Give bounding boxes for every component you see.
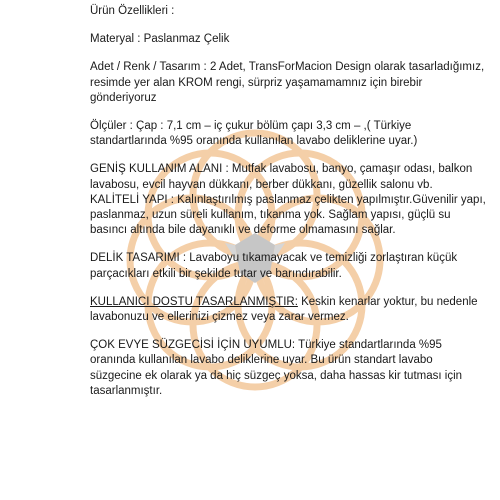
section-heading: Ürün Özellikleri : bbox=[90, 5, 175, 17]
user-paragraph bbox=[90, 295, 486, 325]
usage-paragraph bbox=[90, 162, 486, 192]
quality-label: KALİTELİ YAPI : bbox=[90, 193, 174, 206]
hole-paragraph bbox=[90, 251, 486, 281]
quality-paragraph bbox=[90, 193, 486, 239]
dimensions-line: Ölçüler : Çap : 7,1 cm – iç çukur bölüm çapı 3,3 cm – ,( Türkiye standartlarında %95 oranında kullanılan lavabo deliklerine uyar.) bbox=[90, 120, 418, 148]
quantity-line: Adet / Renk / Tasarım : 2 Adet, TransForMacion Design olarak tasarladığımız, resimde yer alan KROM rengi, sürpriz yaşamamamnız için birebir gönderiyoruz bbox=[90, 61, 485, 104]
usage-label: GENİŞ KULLANIM ALANI : bbox=[90, 163, 229, 176]
filter-text: Türkiye standartlarında %95 oranında kullanılan lavabo deliklerine uyar. Bu ürün standart lavabo süzgecine ek olarak ya da hiç süzgeç yoksa, daha hassas kir tutması için tasarlanmıştır. bbox=[90, 339, 463, 397]
user-text: Keskin kenarlar yoktur, bu nedenle lavabonuzu ve ellerinizi çizmez veya zarar vermez. bbox=[90, 295, 478, 324]
hole-text: Lavaboyu tıkamayacak ve temizliği zorlaştıran küçük parçacıkları etkili bir şekilde tutar ve barındırabilir. bbox=[90, 252, 458, 280]
usage-text: Mutfak lavabosu, banyo, çamaşır odası, balkon lavabosu, evcil hayvan dükkanı, berber dükkanı, güzellik salonu vb. bbox=[90, 163, 473, 191]
filter-label: ÇOK EVYE SÜZGECİSİ İÇİN UYUMLU: bbox=[90, 339, 296, 352]
quality-text: Kalınlaştırılmış paslanmaz çelikten yapılmıştır.Güvenilir yapı, paslanmaz, uzun süreli kullanım, tıkanma yok. Sağlam yapısı, güçlü su basıncı altında bile dayanıklı ve deforme olmamasını sağlar. bbox=[90, 193, 486, 237]
user-label: KULLANICI DOSTU TASARLANMIŞTIR: bbox=[90, 295, 298, 308]
material-line: Materyal : Paslanmaz Çelik bbox=[90, 33, 230, 46]
filter-paragraph bbox=[90, 338, 486, 399]
hole-label: DELİK TASARIMI : bbox=[90, 252, 187, 265]
